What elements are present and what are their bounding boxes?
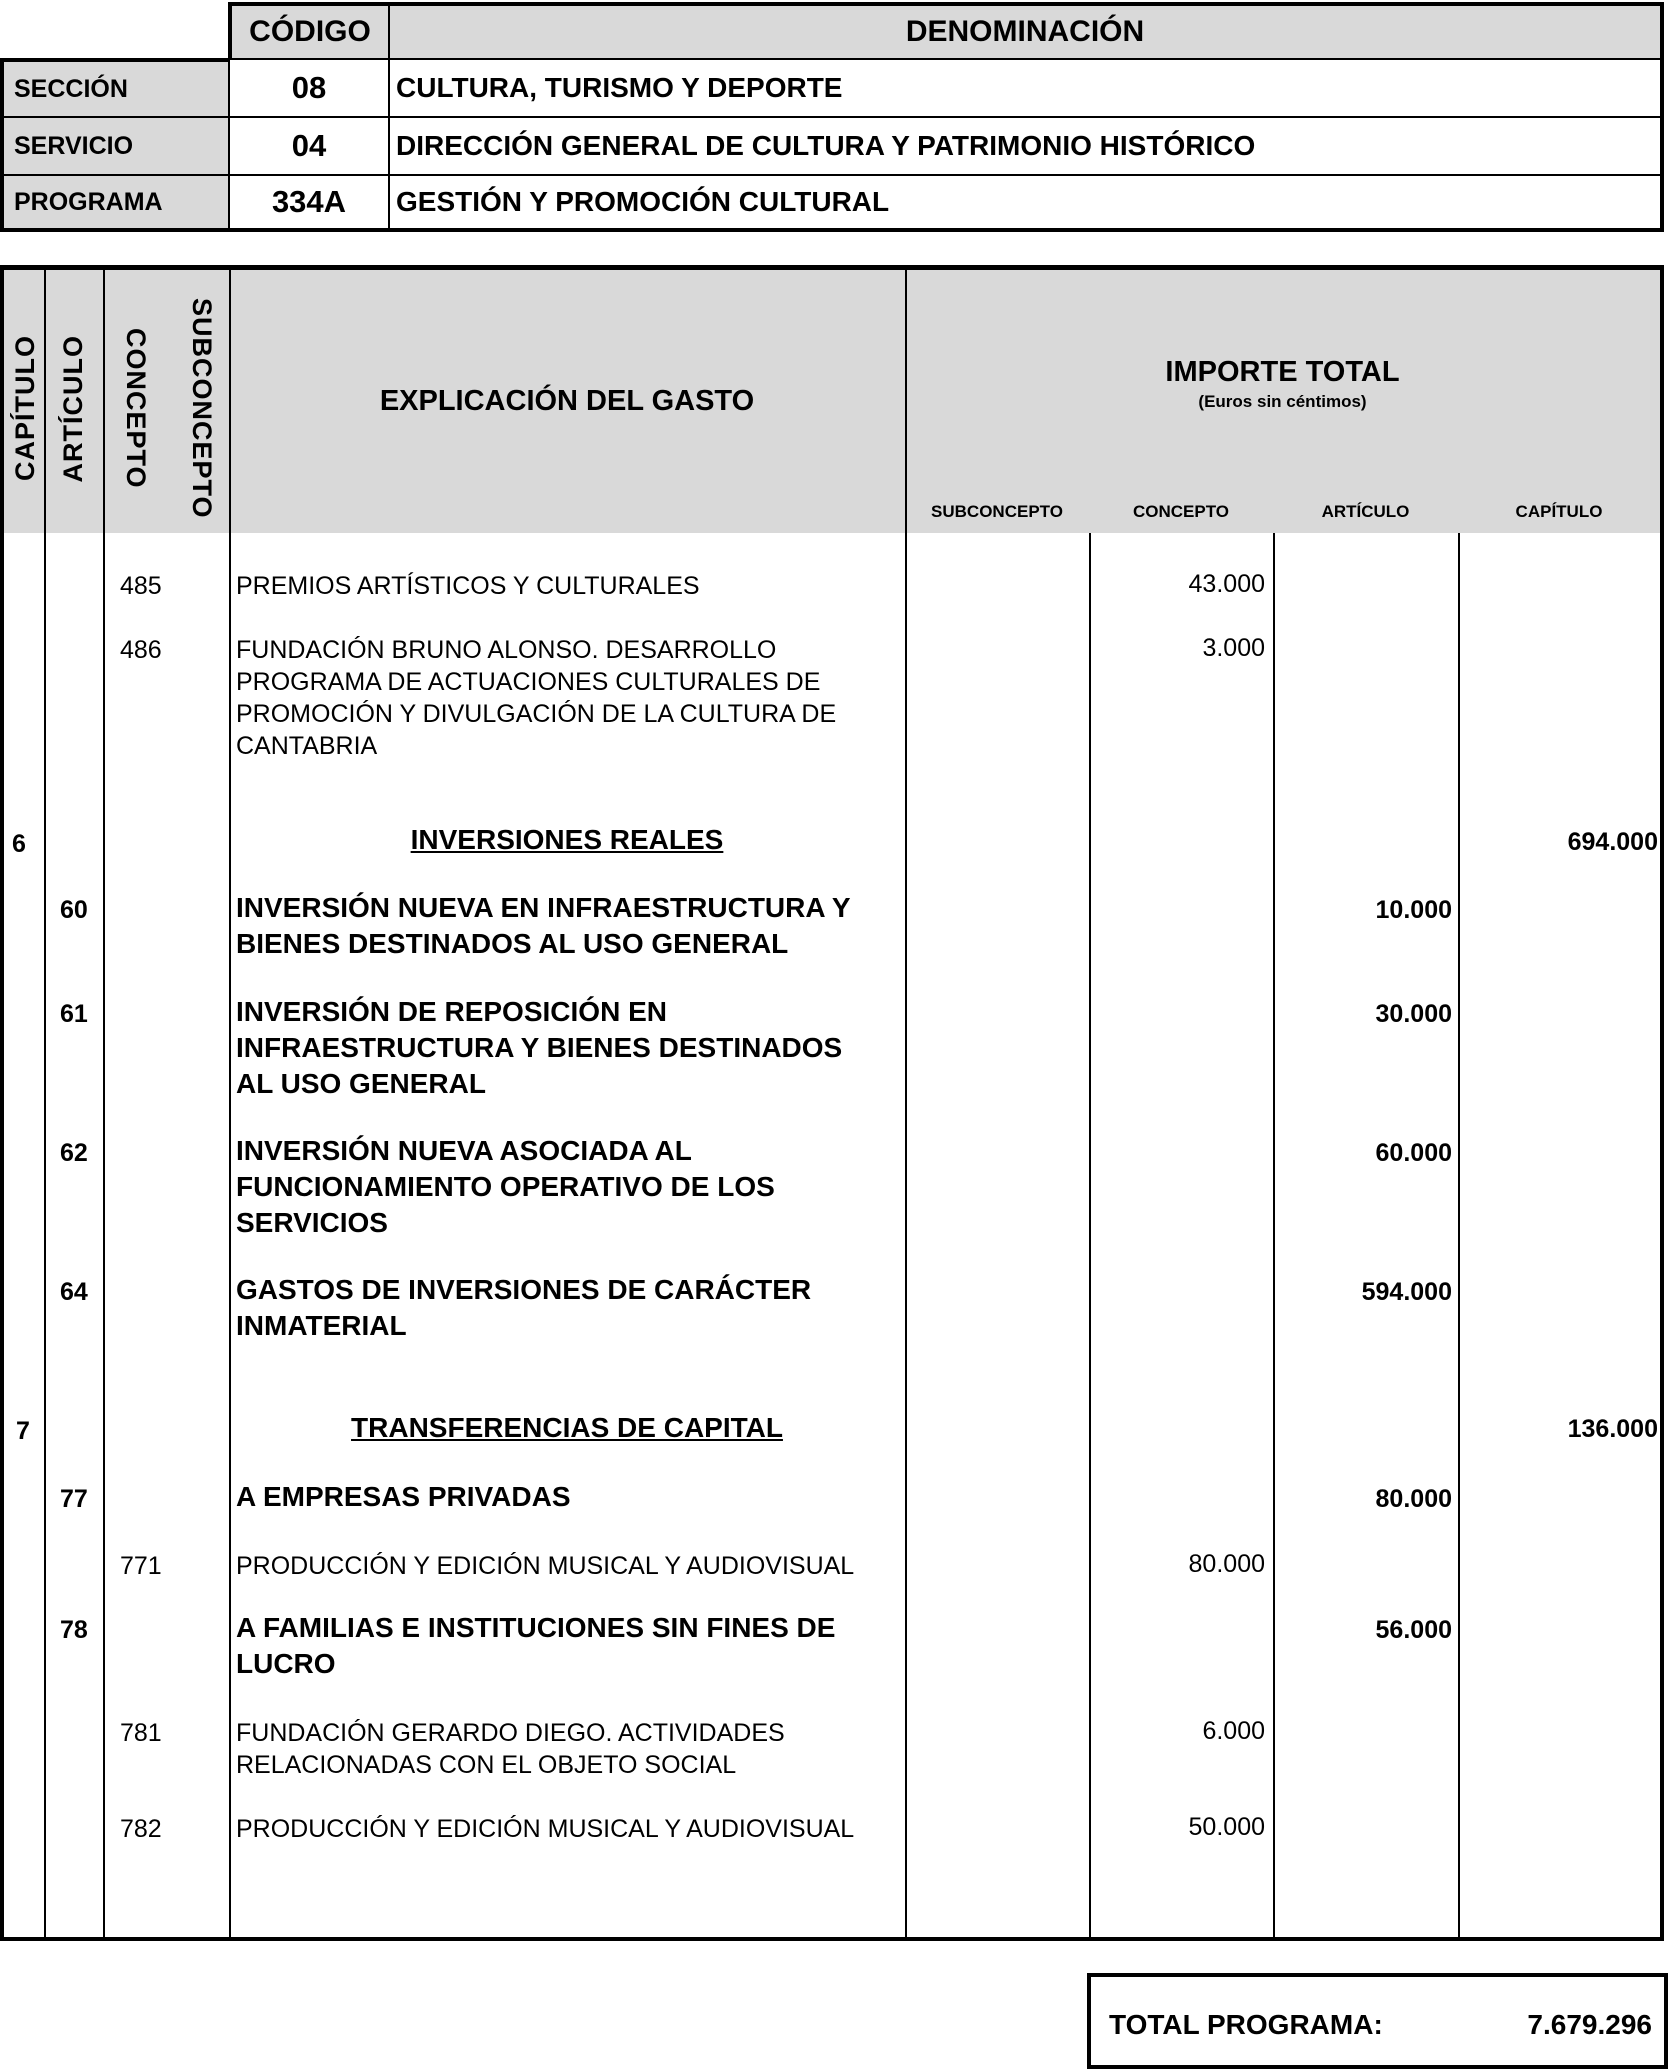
row-text: PREMIOS ARTÍSTICOS Y CULTURALES [236,572,700,600]
col-concepto-header: CONCEPTO [121,328,151,489]
row-text: INVERSIÓN NUEVA EN INFRAESTRUCTURA Y BIENES DESTINADOS AL USO GENERAL [236,892,850,959]
row-text: INVERSIÓN NUEVA ASOCIADA AL FUNCIONAMIENTO OPERATIVO DE LOS SERVICIOS [236,1135,775,1238]
expense-table [0,265,1664,1941]
row-concepto-amount: 43.000 [1188,570,1265,598]
programa-name: GESTIÓN Y PROMOCIÓN CULTURAL [388,174,1664,232]
row-concepto-amount: 80.000 [1188,1550,1265,1578]
seccion-label: SECCIÓN [0,58,230,118]
col-capitulo-header: CAPÍTULO [10,335,40,481]
programa-label: PROGRAMA [0,174,230,232]
seccion-code: 08 [228,58,390,118]
seccion-name: CULTURA, TURISMO Y DEPORTE [388,58,1664,118]
row-concepto-code: 771 [120,1552,162,1580]
row-articulo-code: 64 [60,1278,88,1306]
row-articulo-amount: 60.000 [1375,1139,1452,1167]
sub-subconcepto-header: SUBCONCEPTO [931,502,1063,521]
row-text: PRODUCCIÓN Y EDICIÓN MUSICAL Y AUDIOVISUAL [236,1552,855,1580]
row-text: A FAMILIAS E INSTITUCIONES SIN FINES DE LUCRO [236,1612,836,1679]
row-capitulo-code: 6 [12,830,26,858]
row-concepto-amount: 50.000 [1188,1813,1265,1841]
total-programa-box [1087,1973,1668,2069]
row-text: INVERSIONES REALES [410,824,724,855]
sub-capitulo-header: CAPÍTULO [1515,502,1603,521]
total-value: 7.679.296 [1527,2009,1652,2040]
programa-code: 334A [228,174,390,232]
importe-title: IMPORTE TOTAL [1165,356,1400,388]
sub-concepto-header: CONCEPTO [1132,502,1230,521]
row-articulo-amount: 56.000 [1375,1616,1452,1644]
program-header-table [0,0,1671,232]
servicio-label: SERVICIO [0,116,230,176]
servicio-code: 04 [228,116,390,176]
row-capitulo-code: 7 [16,1417,30,1445]
row-articulo-amount: 80.000 [1375,1485,1452,1513]
row-text: TRANSFERENCIAS DE CAPITAL [351,1412,783,1443]
row-concepto-code: 486 [120,636,162,664]
row-concepto-amount: 6.000 [1202,1717,1265,1745]
row-articulo-code: 77 [60,1485,88,1513]
row-concepto-amount: 3.000 [1202,634,1265,662]
row-text: PRODUCCIÓN Y EDICIÓN MUSICAL Y AUDIOVISUAL [236,1815,855,1843]
row-articulo-code: 62 [60,1139,88,1167]
row-text: FUNDACIÓN GERARDO DIEGO. ACTIVIDADES RELACIONADAS CON EL OBJETO SOCIAL [236,1719,785,1779]
row-concepto-code: 782 [120,1815,162,1843]
importe-subtitle: (Euros sin céntimos) [1198,392,1367,411]
row-articulo-code: 78 [60,1616,88,1644]
row-concepto-code: 485 [120,572,162,600]
col-articulo-header: ARTÍCULO [58,335,88,483]
servicio-name: DIRECCIÓN GENERAL DE CULTURA Y PATRIMONIO HISTÓRICO [388,116,1664,176]
row-articulo-code: 61 [60,1000,88,1028]
codigo-header: CÓDIGO [228,2,390,60]
col-explicacion-header: EXPLICACIÓN DEL GASTO [379,385,755,417]
col-subconcepto-header: SUBCONCEPTO [187,298,217,519]
denominacion-header: DENOMINACIÓN [388,2,1664,60]
row-articulo-amount: 10.000 [1375,896,1452,924]
row-articulo-amount: 594.000 [1361,1278,1452,1306]
row-articulo-code: 60 [60,896,88,924]
row-capitulo-amount: 136.000 [1567,1415,1658,1443]
total-label: TOTAL PROGRAMA: [1109,2009,1383,2040]
row-capitulo-amount: 694.000 [1567,828,1658,856]
row-concepto-code: 781 [120,1719,162,1747]
row-articulo-amount: 30.000 [1375,1000,1452,1028]
row-text: GASTOS DE INVERSIONES DE CARÁCTER INMATERIAL [236,1274,812,1341]
row-text: INVERSIÓN DE REPOSICIÓN EN INFRAESTRUCTURA Y BIENES DESTINADOS AL USO GENERAL [236,996,843,1099]
row-text: A EMPRESAS PRIVADAS [236,1481,571,1512]
row-text: FUNDACIÓN BRUNO ALONSO. DESARROLLO PROGRAMA DE ACTUACIONES CULTURALES DE PROMOCIÓN Y DIVULGACIÓN DE LA CULTURA DE CANTABRIA [236,636,837,760]
sub-articulo-header: ARTÍCULO [1321,502,1410,521]
